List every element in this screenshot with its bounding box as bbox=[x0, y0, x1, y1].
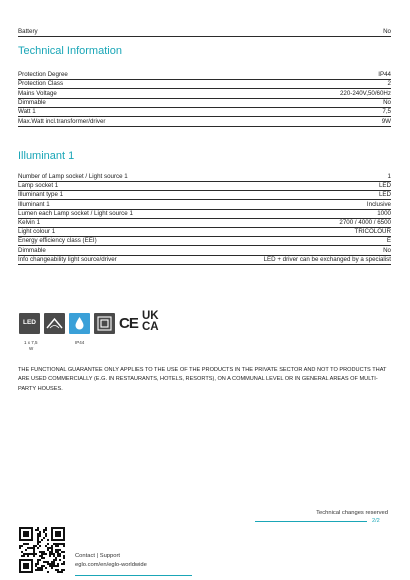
led-icon bbox=[19, 313, 40, 334]
row-value: E bbox=[386, 237, 391, 245]
row-label: Protection Class bbox=[18, 80, 64, 88]
ce-mark-text: CE bbox=[119, 315, 138, 332]
guarantee-notice: THE FUNCTIONAL GUARANTEE ONLY APPLIES TO THE USE OF THE PRODUCTS IN THE PRIVATE SECTOR AND NOT TO PRODUCTS THAT ARE USED COMMERCIALLY (E.G. IN RESTAURANTS, HOTELS, RESORTS), ON A COMMUNAL LEVEL OR IN GENERAL AREAS OF MULTI-PARTY HOUSES. bbox=[18, 367, 387, 392]
row-label: Illuminant type 1 bbox=[18, 191, 64, 199]
row-value: No bbox=[383, 98, 391, 106]
row-value: IP44 bbox=[378, 71, 391, 78]
row-value: 1 bbox=[387, 173, 391, 180]
row-value: 2 bbox=[387, 80, 391, 88]
row-label: Info changeability light source/driver bbox=[18, 255, 117, 263]
protection-class-icon bbox=[94, 313, 115, 334]
row-value: 9W bbox=[381, 117, 391, 125]
row-label: Dimmable bbox=[18, 98, 46, 106]
row-value: 7,5 bbox=[382, 108, 391, 116]
ce-mark-icon bbox=[119, 315, 138, 332]
row-value: LED + driver can be exchanged by a specialist bbox=[263, 255, 391, 263]
technical-changes-text: Technical changes reserved bbox=[316, 510, 388, 516]
row-label: Watt 1 bbox=[18, 108, 36, 116]
technical-row bbox=[18, 117, 391, 127]
row-label: Max.Watt incl.transformer/driver bbox=[18, 117, 106, 125]
ip-caption: IP44 bbox=[75, 340, 85, 345]
water-drop-icon bbox=[69, 313, 90, 334]
row-label: Illuminant 1 bbox=[18, 200, 50, 208]
led-icon-text: LED bbox=[23, 319, 36, 326]
ukca-line2: CA bbox=[142, 320, 159, 333]
row-value: TRICOLOUR bbox=[354, 228, 391, 236]
row-value: LED bbox=[378, 191, 391, 199]
row-label: Number of Lamp socket / Light source 1 bbox=[18, 173, 128, 180]
qr-code[interactable] bbox=[19, 527, 65, 573]
illuminant-row bbox=[18, 255, 391, 265]
contact-support-text: Contact | Support bbox=[75, 553, 121, 559]
row-label: Lamp socket 1 bbox=[18, 182, 59, 190]
row-value: 2700 / 4000 / 6500 bbox=[339, 219, 391, 226]
led-caption-line2: W bbox=[29, 346, 34, 351]
row-value: No bbox=[383, 28, 391, 35]
row-label: Light colour 1 bbox=[18, 228, 56, 236]
led-caption bbox=[24, 340, 44, 352]
row-value: Inclusive bbox=[366, 200, 391, 208]
battery-row bbox=[18, 27, 391, 37]
row-value: LED bbox=[378, 182, 391, 190]
row-label: Lumen each Lamp socket / Light source 1 bbox=[18, 209, 133, 217]
illuminant-title: Illuminant 1 bbox=[18, 150, 75, 162]
row-label: Kelvin 1 bbox=[18, 219, 41, 226]
led-caption-line1: 1 x 7,5 bbox=[24, 340, 38, 345]
footer-contact-line bbox=[75, 575, 192, 576]
row-value: 1000 bbox=[377, 209, 391, 217]
beam-angle-icon bbox=[44, 313, 65, 334]
row-label: Energy efficiency class (EEI) bbox=[18, 237, 97, 245]
ukca-mark-icon bbox=[142, 311, 164, 332]
row-value: 220-240V,50/60Hz bbox=[339, 89, 391, 97]
footer-accent-line bbox=[255, 521, 367, 522]
contact-url-link[interactable]: eglo.com/en/eglo-worldwide bbox=[75, 562, 147, 568]
row-label: Dimmable bbox=[18, 246, 46, 254]
row-label: Battery bbox=[18, 28, 38, 35]
technical-title: Technical Information bbox=[18, 45, 122, 57]
row-value: No bbox=[383, 246, 391, 254]
page-number: 2/2 bbox=[372, 518, 380, 524]
row-label: Mains Voltage bbox=[18, 89, 57, 97]
row-label: Protection Degree bbox=[18, 71, 68, 78]
ukca-line1: UK bbox=[142, 310, 159, 322]
